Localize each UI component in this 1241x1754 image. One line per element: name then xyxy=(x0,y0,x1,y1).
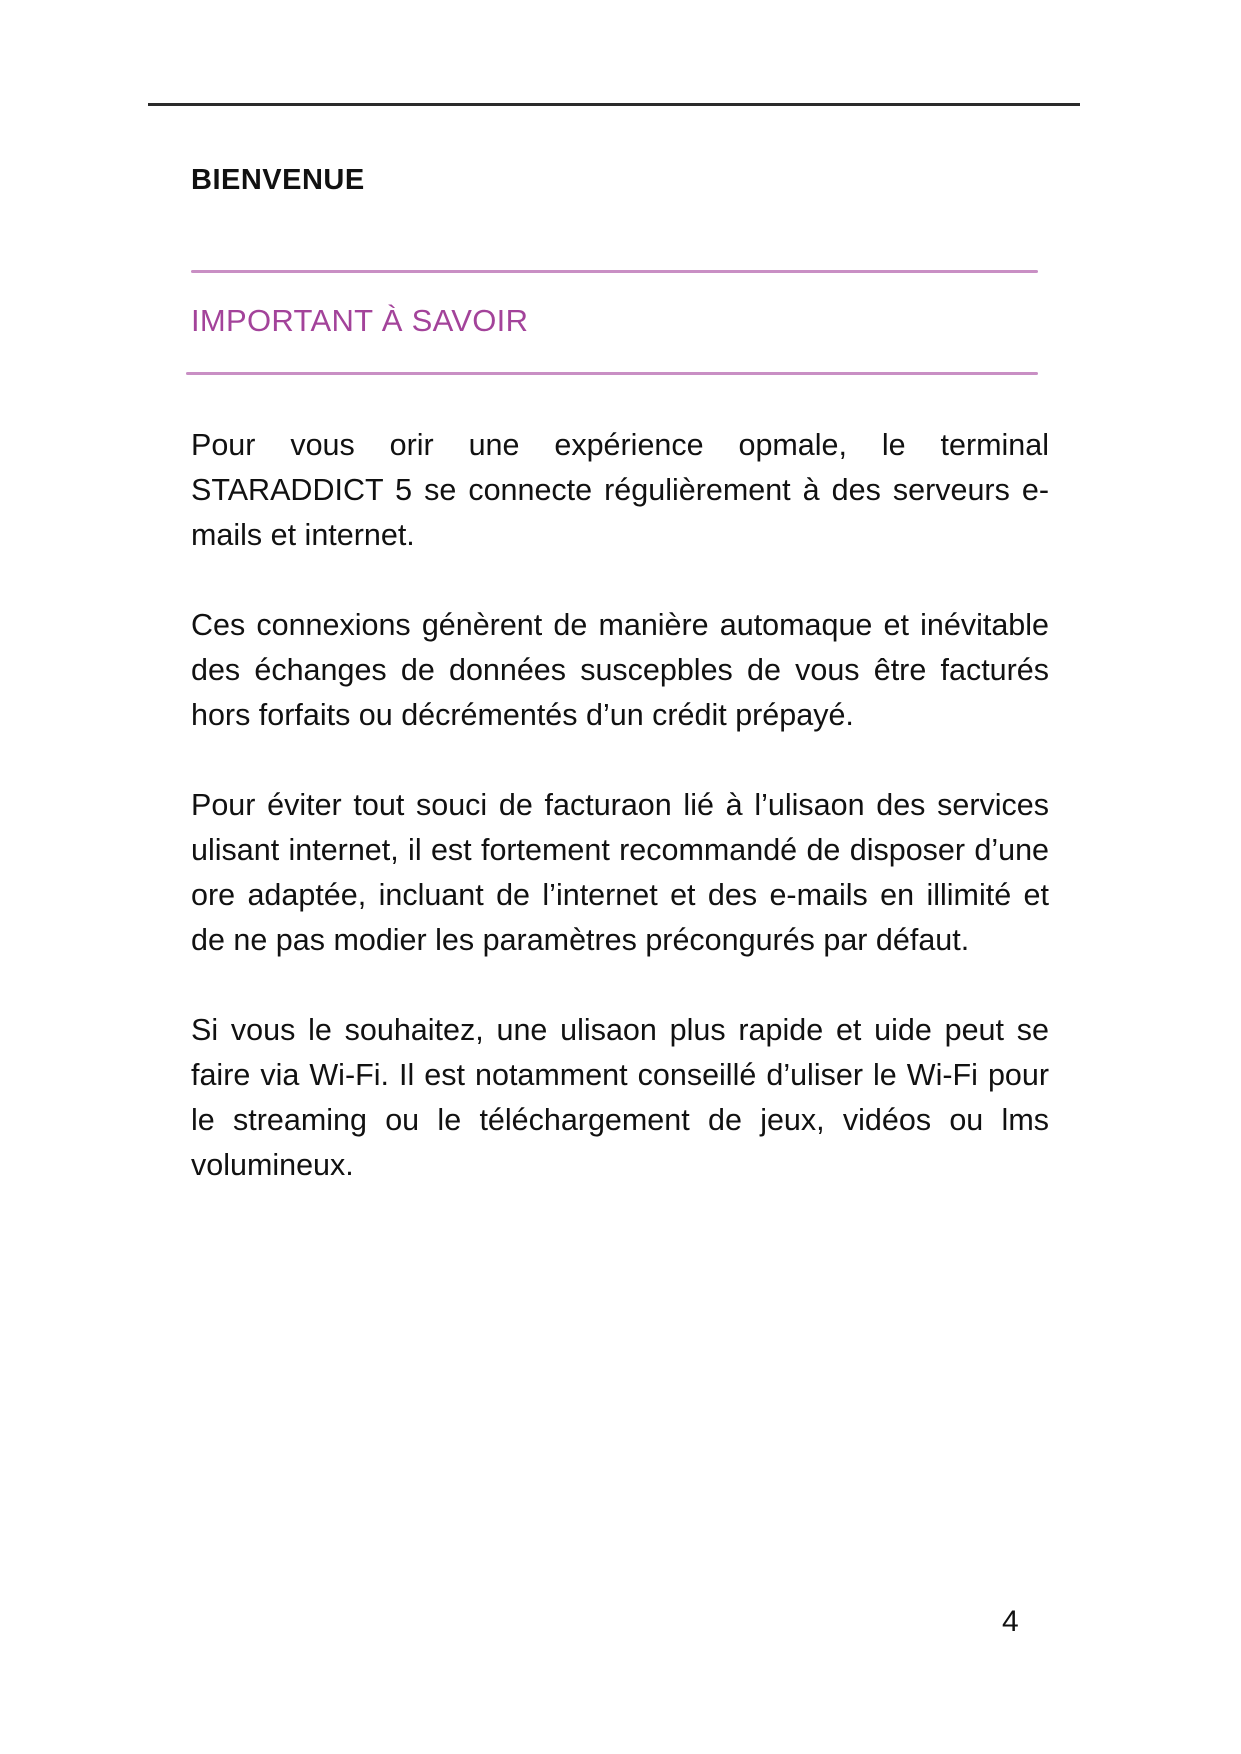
page-title: BIENVENUE xyxy=(191,164,365,196)
section-divider-bottom xyxy=(186,372,1038,375)
section-title: IMPORTANT À SAVOIR xyxy=(191,303,529,338)
body-text xyxy=(191,423,1049,1233)
paragraph-intro: Pour vous orir une expérience opmale, le terminal STARADDICT 5 se connecte régulièrement à des serveurs e-mails et internet. xyxy=(191,428,1049,552)
page-number: 4 xyxy=(1002,1605,1019,1638)
section-divider-top xyxy=(191,270,1038,273)
paragraph-wifi: Si vous le souhaitez, une ulisaon plus rapide et uide peut se faire via Wi-Fi. Il est notamment conseillé d’uliser le Wi-Fi pour le streaming ou le téléchargement de jeux, vidéos ou lms volumineux. xyxy=(191,1013,1049,1182)
paragraph-billing: Pour éviter tout souci de facturaon lié à l’ulisaon des services ulisant internet, il est fortement recommandé de disposer d’une ore adaptée, incluant de l’internet et des e-mails en illimité et de ne pas modier les paramètres précongurés par défaut. xyxy=(191,788,1049,957)
top-divider xyxy=(148,103,1080,106)
paragraph-connections: Ces connexions génèrent de manière automaque et inévitable des échanges de données suscepbles de vous être facturés hors forfaits ou décrémentés d’un crédit prépayé. xyxy=(191,608,1049,732)
